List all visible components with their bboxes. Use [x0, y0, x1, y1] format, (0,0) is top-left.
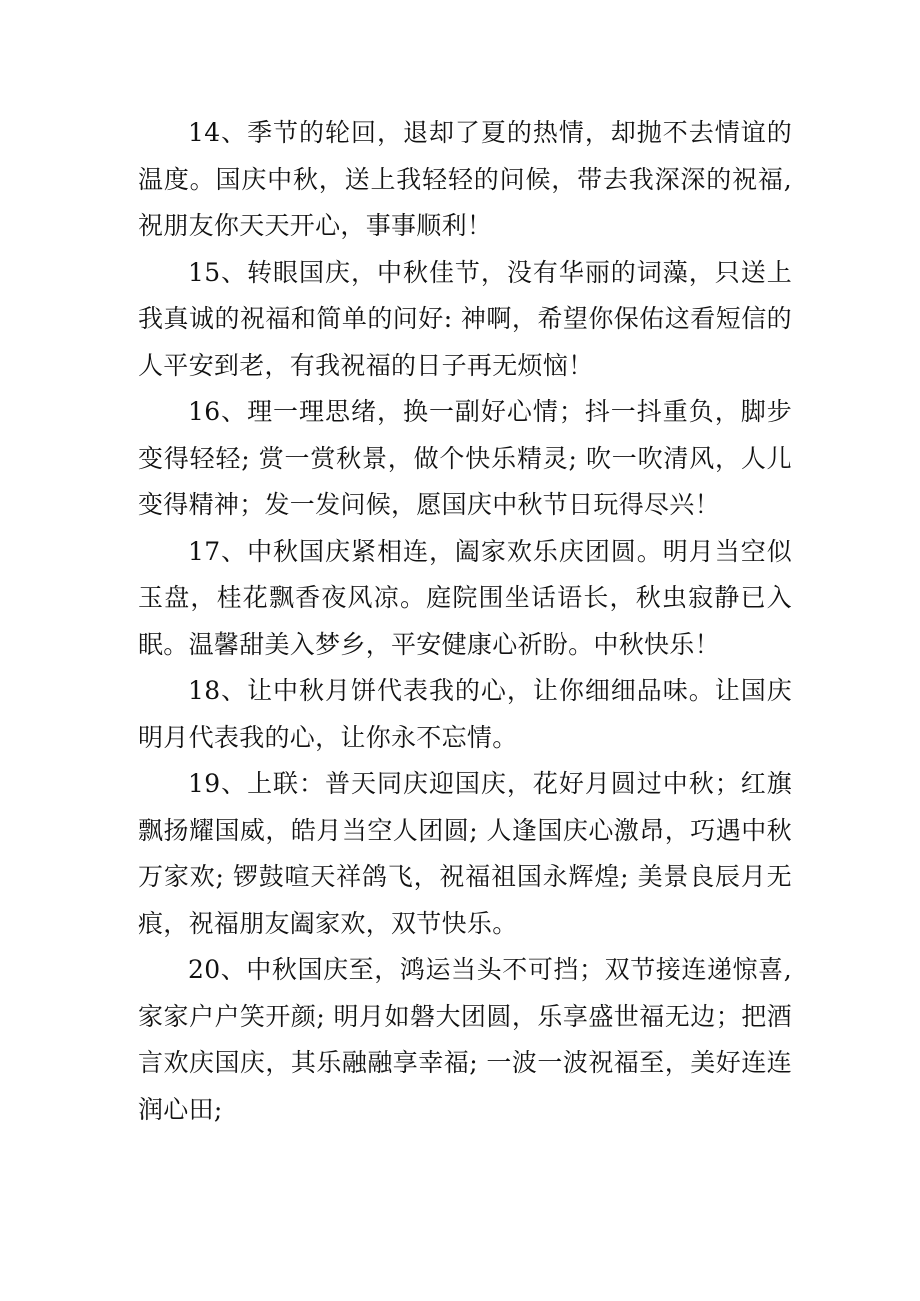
paragraph-17: 17、中秋国庆紧相连，阖家欢乐庆团圆。明月当空似玉盘，桂花飘香夜风凉。庭院围坐话语长，秋虫寂静已入眠。温馨甜美入梦乡，平安健康心祈盼。中秋快乐！	[138, 536, 792, 659]
paragraph-16: 16、理一理思绪，换一副好心情；抖一抖重负，脚步变得轻轻; 赏一赏秋景，做个快乐精灵; 吹一吹清风，人儿变得精神；发一发问候，愿国庆中秋节日玩得尽兴！	[138, 397, 792, 519]
paragraph-18: 18、让中秋月饼代表我的心，让你细细品味。让国庆明月代表我的心，让你永不忘情。	[138, 676, 792, 752]
document-body	[138, 110, 792, 1133]
paragraph-19: 19、上联：普天同庆迎国庆，花好月圆过中秋；红旗飘扬耀国威，皓月当空人团圆; 人逢国庆心激昂，巧遇中秋万家欢; 锣鼓喧天祥鸽飞，祝福祖国永辉煌; 美景良辰月无痕，祝福朋友阖家欢，双节快乐。	[138, 769, 792, 938]
paragraph-15: 15、转眼国庆，中秋佳节，没有华丽的词藻，只送上我真诚的祝福和简单的问好: 神啊，希望你保佑这看短信的人平安到老，有我祝福的日子再无烦恼！	[138, 257, 792, 380]
paragraph-20: 20、中秋国庆至，鸿运当头不可挡；双节接连递惊喜, 家家户户笑开颜; 明月如磐大团圆，乐享盛世福无边；把酒言欢庆国庆，其乐融融享幸福; 一波一波祝福至，美好连连润心田;	[138, 955, 792, 1124]
paragraph-14: 14、季节的轮回，退却了夏的热情，却抛不去情谊的温度。国庆中秋，送上我轻轻的问候，带去我深深的祝福, 祝朋友你天天开心，事事顺利！	[138, 118, 792, 240]
